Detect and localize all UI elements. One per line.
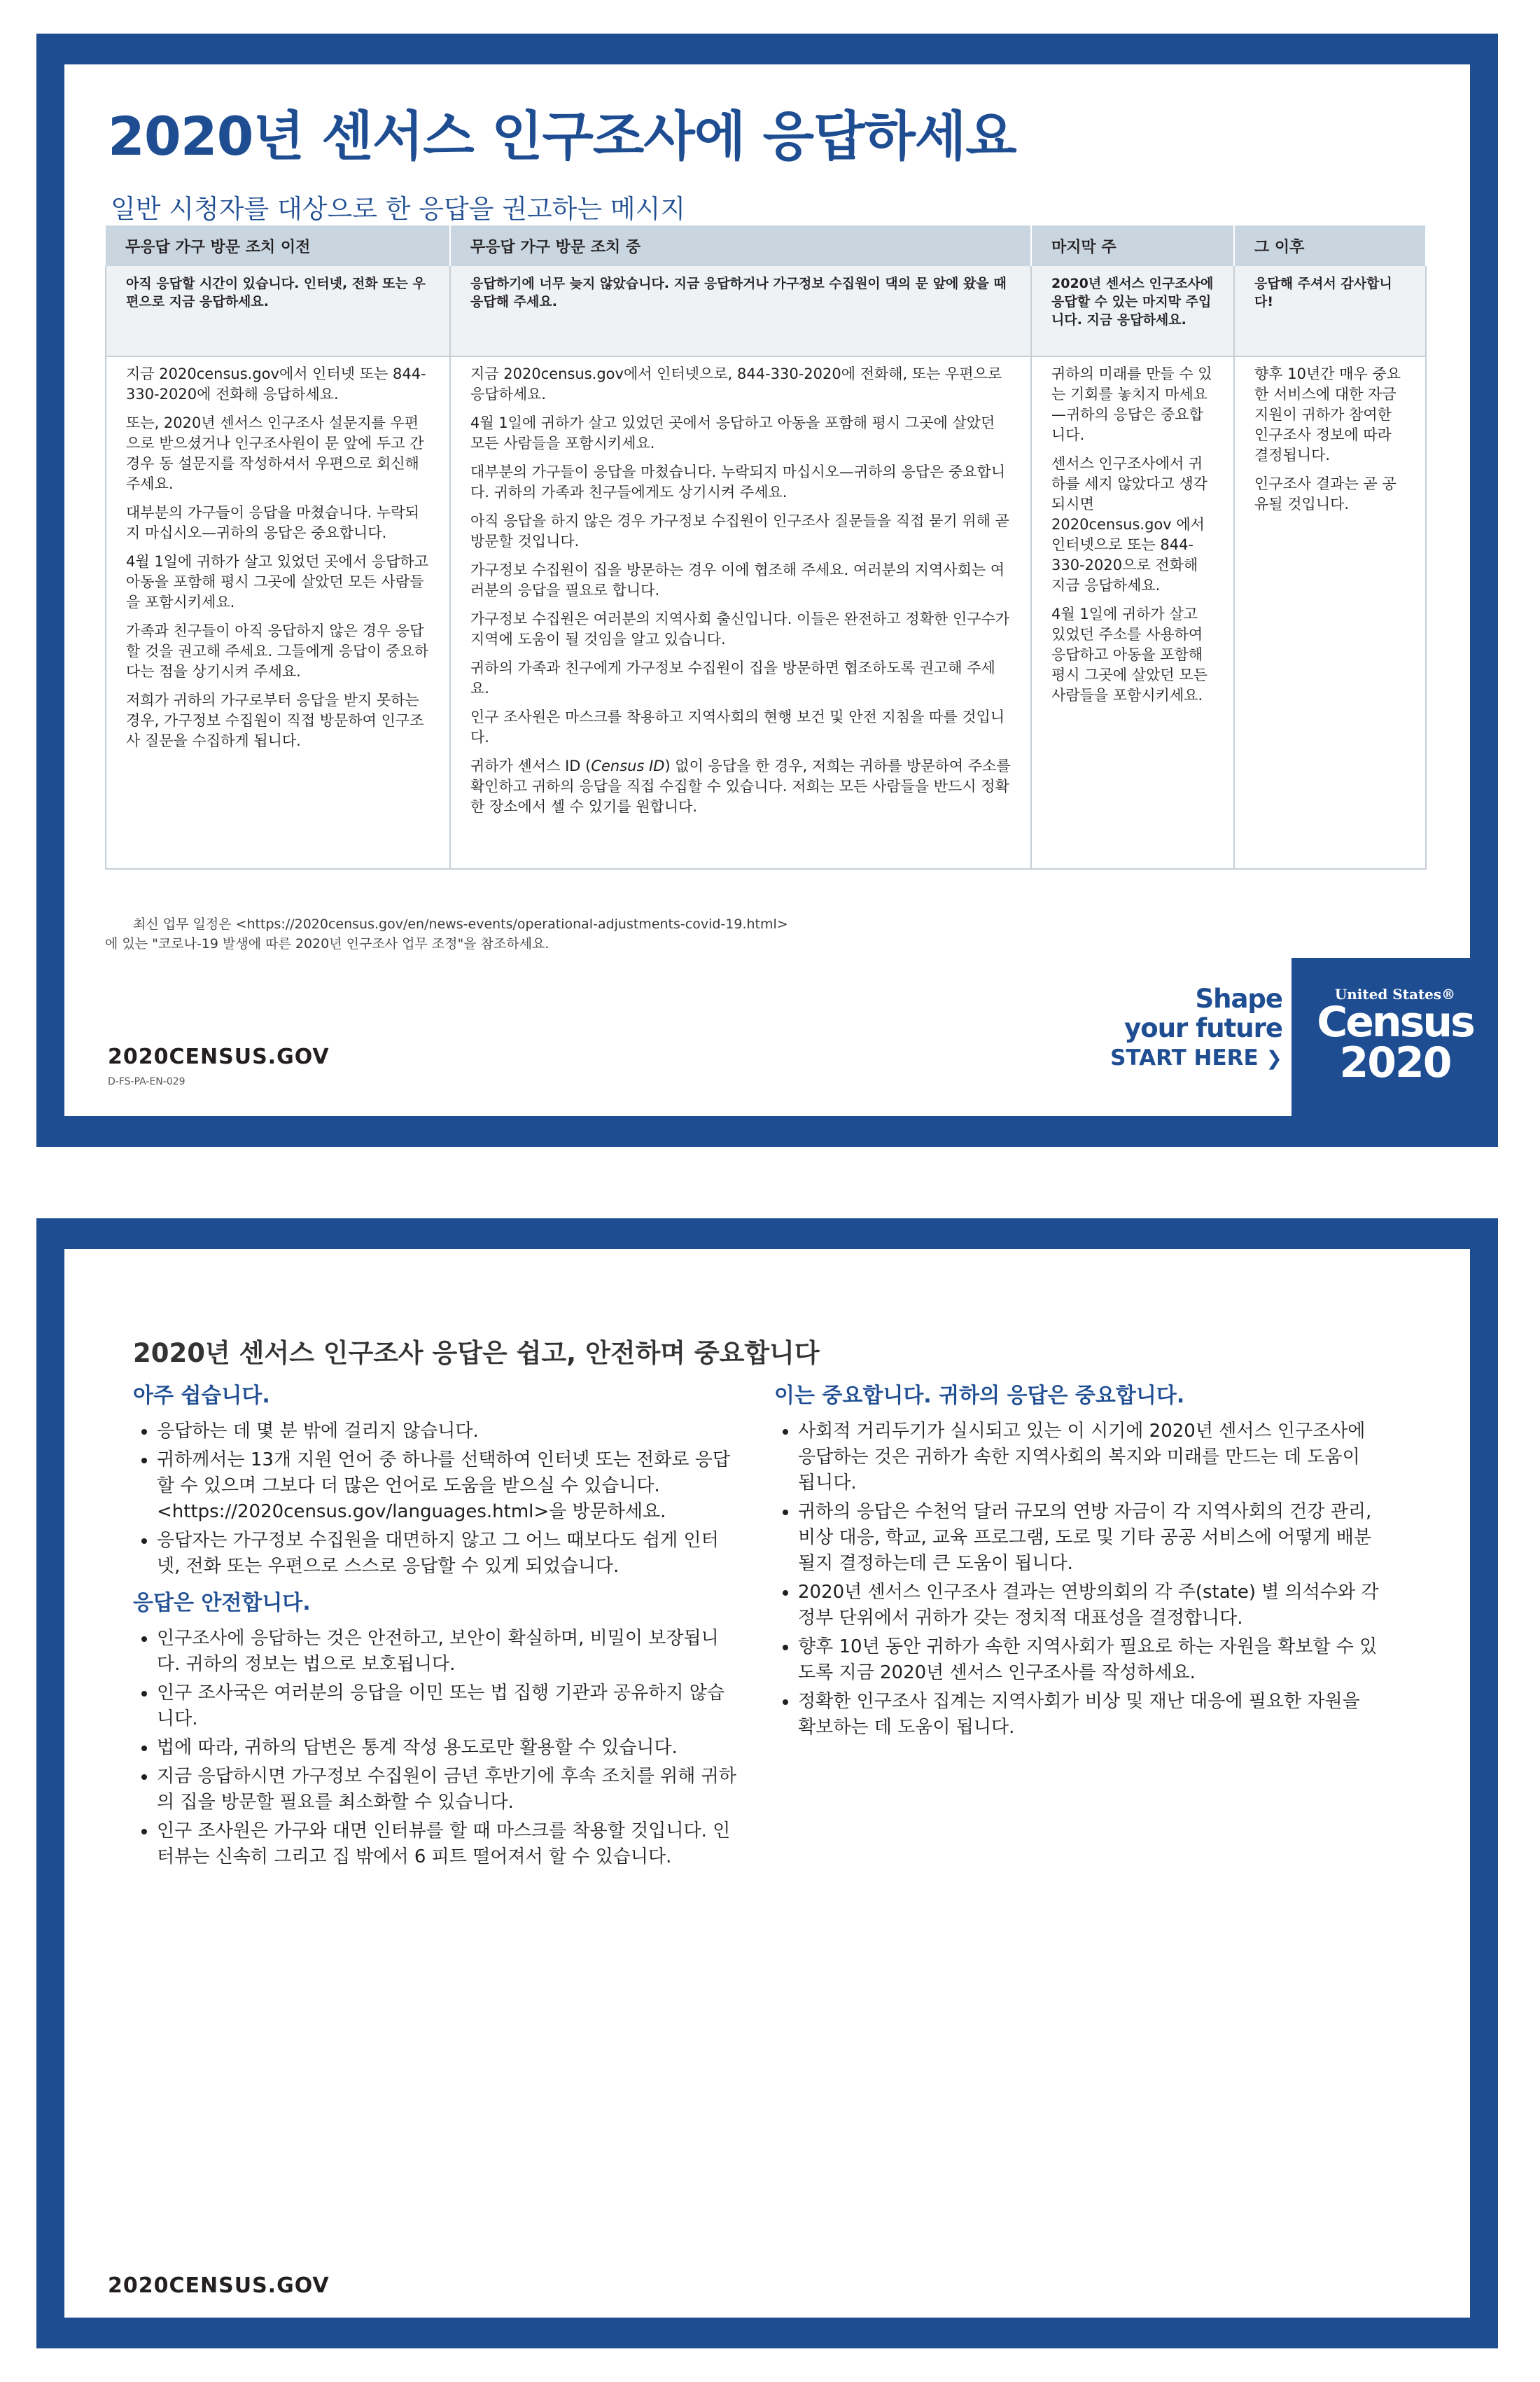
important-heading: 이는 중요합니다. 귀하의 응답은 중요합니다. [774, 1384, 1185, 1408]
intro-cell-last-week: 2020년 센서스 인구조사에 응답할 수 있는 마지막 주입니다. 지금 응답하세요. [1031, 266, 1234, 356]
list-item: • 사회적 거리두기가 실시되고 있는 이 시기에 2020년 센서스 인구조사에 응답하는 것은 귀하가 속한 지역사회의 복지와 미래를 만드는 데 도움이 됩니다. [798, 1419, 1383, 1496]
paragraph: 가족과 친구들이 아직 응답하지 않은 경우 응답할 것을 권고해 주세요. 그들에게 응답이 중요하다는 점을 상기시켜 주세요. [126, 622, 429, 680]
page-title: 2020년 센서스 인구조사에 응답하세요 [108, 105, 1016, 167]
table-header-row [106, 225, 1426, 266]
intro-cell-after: 응답해 주셔서 감사합니다! [1234, 266, 1426, 356]
list-item: • 응답하는 데 몇 분 밖에 걸리지 않습니다. [157, 1419, 742, 1444]
chevron-right-icon: ❯ [1266, 1047, 1282, 1070]
cta-your-future: your future [1124, 1013, 1282, 1043]
list-item: • 응답자는 가구정보 수집원을 대면하지 않고 그 어느 때보다도 쉽게 인터넷, 전화 또는 우편으로 스스로 응답할 수 있게 되었습니다. [157, 1528, 742, 1580]
paragraph-census-id [470, 756, 1011, 817]
cta-start-here [1072, 1043, 1282, 1073]
note-line-1: 최신 업무 일정은 <https://2020census.gov/en/news-events/operational-adjustments-covid-19.html> [133, 917, 788, 932]
important-list [767, 1419, 1383, 1741]
logo-year: 2020 [1339, 1038, 1451, 1087]
document-code: D-FS-PA-EN-029 [108, 1076, 186, 1087]
body-cell-during [450, 356, 1031, 869]
paragraph: 또는, 2020년 센서스 인구조사 설문지를 우편으로 받으셨거나 인구조사원이 문 앞에 두고 간 경우 동 설문지를 작성하셔서 우편으로 회신해 주세요. [126, 415, 424, 492]
safe-list [126, 1626, 742, 1870]
schedule-note [105, 914, 788, 954]
list-item: • 귀하께서는 13개 지원 언어 중 하나를 선택하여 인터넷 또는 전화로 응답할 수 있으며 그보다 더 많은 언어로 도움을 받으실 수 있습니다. <https://2020census.gov/languages.html>을 방문하세요. [157, 1447, 742, 1525]
col-header-before: 무응답 가구 방문 조치 이전 [106, 225, 450, 266]
list-item: • 인구 조사원은 가구와 대면 인터뷰를 할 때 마스크를 착용할 것입니다. 인터뷰는 신속히 그리고 집 밖에서 6 피트 떨어져서 할 수 있습니다. [157, 1818, 742, 1870]
col-header-after: 그 이후 [1234, 225, 1426, 266]
table-intro-row [106, 266, 1426, 356]
note-line-2: 에 있는 "코로나-19 발생에 따른 2020년 인구조사 업무 조정"을 참조하세요. [105, 936, 550, 952]
safe-heading: 응답은 안전합니다. [133, 1591, 311, 1615]
paragraph: 대부분의 가구들이 응답을 마쳤습니다. 누락되지 마십시오—귀하의 응답은 중요합니다. 귀하의 가족과 친구들에게도 상기시켜 주세요. [470, 464, 1006, 501]
paragraph: 4월 1일에 귀하가 살고 있었던 곳에서 응답하고 아동을 포함해 평시 그곳에 살았던 모든 사람들을 포함시키세요. [126, 553, 428, 611]
table-body-row [106, 356, 1426, 869]
col-header-during: 무응답 가구 방문 조치 중 [450, 225, 1031, 266]
footer-url[interactable]: 2020CENSUS.GOV [108, 1045, 330, 1069]
intro-cell-during: 응답하기에 너무 늦지 않았습니다. 지금 응답하거나 가구정보 수집원이 댁의 문 앞에 왔을 때 응답해 주세요. [450, 266, 1031, 356]
census-id-term: Census ID [591, 758, 665, 774]
easy-list [126, 1419, 742, 1580]
list-item: • 2020년 센서스 인구조사 결과는 연방의회의 각 주(state) 별 의석수와 각 정부 단위에서 귀하가 갖는 정치적 대표성을 결정합니다. [798, 1580, 1383, 1631]
body-cell-last-week [1031, 356, 1234, 869]
paragraph: 센서스 인구조사에서 귀하를 세지 않았다고 생각되시면 2020census.gov 에서 인터넷으로 또는 844-330-2020으로 전화해 지금 응답하세요. [1051, 455, 1208, 594]
list-item: • 인구조사에 응답하는 것은 안전하고, 보안이 확실하며, 비밀이 보장됩니다. 귀하의 정보는 법으로 보호됩니다. [157, 1626, 742, 1678]
page-subtitle: 일반 시청자를 대상으로 한 응답을 권고하는 메시지 [111, 194, 686, 224]
logo-united-states: United States® [1334, 986, 1456, 1003]
page-2-heading: 2020년 센서스 인구조사 응답은 쉽고, 안전하며 중요합니다 [133, 1338, 820, 1368]
paragraph: 저희가 귀하의 가구로부터 응답을 받지 못하는 경우, 가구정보 수집원이 직접 방문하여 인구조사 질문을 수집하게 됩니다. [126, 692, 424, 749]
easy-heading: 아주 쉽습니다. [133, 1384, 270, 1408]
paragraph: 인구조사 결과는 곧 공유될 것입니다. [1254, 475, 1396, 513]
page-1-frame [36, 34, 1498, 1147]
paragraph: 가구정보 수집원은 여러분의 지역사회 출신입니다. 이들은 완전하고 정확한 인구수가 지역에 도움이 될 것임을 알고 있습니다. [470, 611, 1010, 648]
page-2-frame [36, 1218, 1498, 2348]
paragraph: 지금 2020census.gov에서 인터넷 또는 844-330-2020에 전화해 응답하세요. [126, 365, 426, 403]
cta-start-here-label: START HERE [1110, 1045, 1259, 1071]
list-item: • 지금 응답하시면 가구정보 수집원이 금년 후반기에 후속 조치를 위해 귀하의 집을 방문할 필요를 최소화할 수 있습니다. [157, 1764, 742, 1816]
list-item: • 인구 조사국은 여러분의 응답을 이민 또는 법 집행 기관과 공유하지 않습니다. [157, 1680, 742, 1732]
intro-cell-before: 아직 응답할 시간이 있습니다. 인터넷, 전화 또는 우편으로 지금 응답하세요. [106, 266, 450, 356]
list-item: • 정확한 인구조사 집계는 지역사회가 비상 및 재난 대응에 필요한 자원을 확보하는 데 도움이 됩니다. [798, 1689, 1383, 1741]
list-item: • 귀하의 응답은 수천억 달러 규모의 연방 자금이 각 지역사회의 건강 관리, 비상 대응, 학교, 교육 프로그램, 도로 및 기타 공공 서비스에 어떻게 배분될지 결정하는데 큰 도움이 됩니다. [798, 1499, 1383, 1577]
paragraph: 대부분의 가구들이 응답을 마쳤습니다. 누락되지 마십시오—귀하의 응답은 중요합니다. [126, 504, 419, 541]
footer-url[interactable]: 2020CENSUS.GOV [108, 2273, 330, 2298]
paragraph: 아직 응답을 하지 않은 경우 가구정보 수집원이 인구조사 질문들을 직접 묻기 위해 곧 방문할 것입니다. [470, 513, 1009, 550]
paragraph: 4월 1일에 귀하가 살고 있었던 주소를 사용하여 응답하고 아동을 포함해 평시 그곳에 살았던 모든 사람들을 포함시키세요. [1051, 606, 1208, 704]
messaging-table [105, 225, 1427, 870]
left-column [126, 1382, 742, 1880]
text: 귀하가 센서스 ID ( [470, 758, 592, 774]
shape-your-future-cta[interactable] [1072, 984, 1282, 1073]
paragraph: 귀하의 가족과 친구에게 가구정보 수집원이 집을 방문하면 협조하도록 권고해 주세요. [470, 660, 995, 697]
page-2-content [64, 1249, 1470, 2318]
list-item: • 법에 따라, 귀하의 답변은 통계 작성 용도로만 활용할 수 있습니다. [157, 1735, 742, 1761]
page-1-content [64, 64, 1474, 1116]
right-column [767, 1382, 1383, 1750]
text: ) 없이 응답을 한 경우, 저희는 귀하를 방문하여 주소를 확인하고 귀하의 응답을 직접 수집할 수 있습니다. 저희는 모든 사람들을 반드시 정확한 장소에서 셀 수 있기를 원합니다. [470, 758, 1011, 815]
paragraph: 인구 조사원은 마스크를 착용하고 지역사회의 현행 보건 및 안전 지침을 따를 것입니다. [470, 709, 1005, 746]
cta-shape: Shape [1195, 984, 1282, 1014]
census-2020-logo [1292, 958, 1498, 1147]
paragraph: 향후 10년간 매우 중요한 서비스에 대한 자금 지원이 귀하가 참여한 인구조사 정보에 따라 결정됩니다. [1254, 365, 1401, 464]
paragraph: 귀하의 미래를 만들 수 있는 기회를 놓치지 마세요—귀하의 응답은 중요합니다. [1051, 365, 1212, 443]
paragraph: 가구정보 수집원이 집을 방문하는 경우 이에 협조해 주세요. 여러분의 지역사회는 여러분의 응답을 필요로 합니다. [470, 562, 1005, 599]
list-item: • 향후 10년 동안 귀하가 속한 지역사회가 필요로 하는 자원을 확보할 수 있도록 지금 2020년 센서스 인구조사를 작성하세요. [798, 1634, 1383, 1686]
col-header-last-week: 마지막 주 [1031, 225, 1234, 266]
body-cell-before [106, 356, 450, 869]
logo-census: Census [1317, 998, 1474, 1047]
paragraph: 지금 2020census.gov에서 인터넷으로, 844-330-2020에 전화해, 또는 우편으로 응답하세요. [470, 365, 1002, 403]
body-cell-after [1234, 356, 1426, 869]
paragraph: 4월 1일에 귀하가 살고 있었던 곳에서 응답하고 아동을 포함해 평시 그곳에 살았던 모든 사람들을 포함시키세요. [470, 415, 995, 452]
